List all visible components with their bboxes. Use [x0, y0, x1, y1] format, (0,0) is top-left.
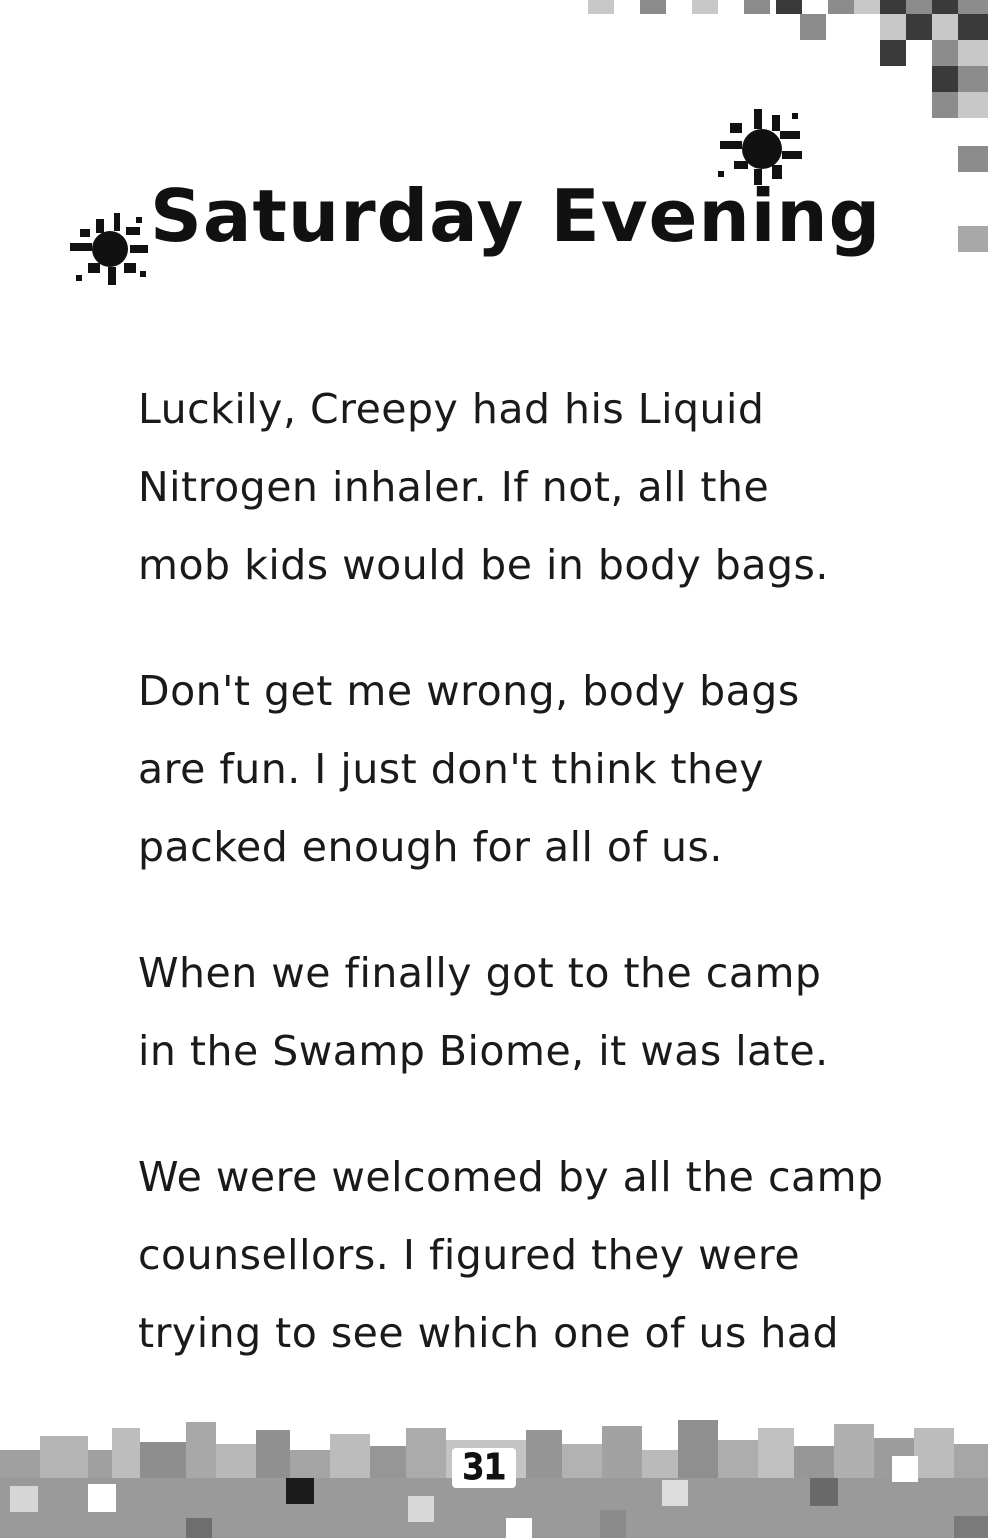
story-text	[138, 370, 884, 1420]
text-line: Nitrogen inhaler. If not, all the	[138, 463, 770, 511]
paragraph	[138, 370, 878, 604]
text-line: mob kids would be in body bags.	[138, 541, 829, 589]
chapter-title: Saturday Evening	[150, 174, 882, 258]
paragraph	[138, 934, 878, 1090]
text-line: When we finally got to the camp	[138, 949, 822, 997]
text-line: are fun. I just don't think they	[138, 745, 765, 793]
paragraph	[138, 652, 878, 886]
text-line: Don't get me wrong, body bags	[138, 667, 800, 715]
text-line: Luckily, Creepy had his Liquid	[138, 385, 765, 433]
paragraph	[138, 1138, 884, 1372]
text-line: packed enough for all of us.	[138, 823, 723, 871]
text-line: trying to see which one of us had	[138, 1309, 840, 1357]
ink-splat-icon	[66, 205, 152, 291]
text-line: We were welcomed by all the camp	[138, 1153, 884, 1201]
page-number: 31	[452, 1448, 516, 1488]
text-line: in the Swamp Biome, it was late.	[138, 1027, 829, 1075]
text-line: counsellors. I figured they were	[138, 1231, 801, 1279]
